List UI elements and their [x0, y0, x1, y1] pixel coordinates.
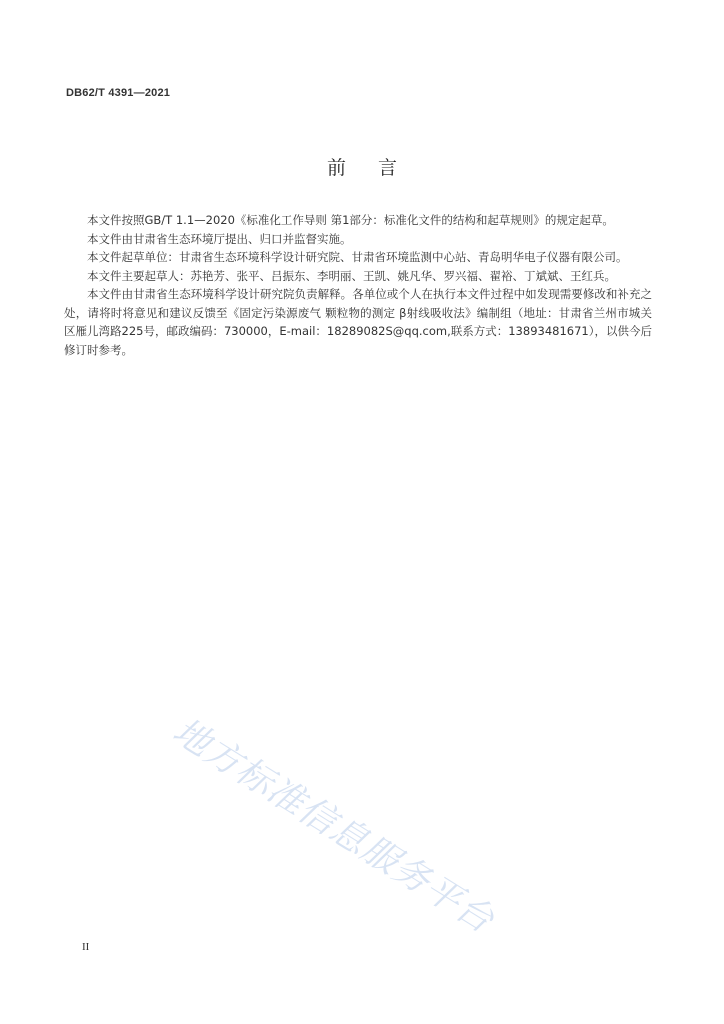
watermark: 地方标准信息服务平台 [165, 710, 502, 942]
page-title-text: 前言 [326, 157, 429, 179]
standard-code: DB62/T 4391—2021 [66, 87, 171, 99]
page-title [0, 153, 724, 180]
paragraph-interpretation: 本文件由甘肃省生态环境科学设计研究院负责解释。各单位或个人在执行本文件过程中如发现需要修改和补充之处，请将时将意见和建议反馈至《固定污染源废气 颗粒物的测定 β射线吸收法》编制组（地址：甘肃省兰州市城关区雁儿湾路225号，邮政编码：730000，E-mail：18289082S@qq.com,联系方式：13893481671），以供今后修订时参考。 [64, 287, 652, 357]
paragraph-proposer: 本文件由甘肃省生态环境厅提出、归口并监督实施。 [87, 231, 352, 246]
paragraph-drafting-rules: 本文件按照GB/T 1.1—2020《标准化工作导则 第1部分：标准化文件的结构和起草规则》的规定起草。 [87, 213, 614, 227]
document-body [64, 211, 652, 359]
paragraph-drafters: 本文件主要起草人：苏艳芳、张平、吕振东、李明丽、王凯、姚凡华、罗兴福、翟裕、丁斌斌、王红兵。 [87, 268, 616, 283]
page-number: II [82, 941, 90, 953]
paragraph-drafting-units: 本文件起草单位：甘肃省生态环境科学设计研究院、甘肃省环境监测中心站、青岛明华电子仪器有限公司。 [87, 250, 628, 264]
